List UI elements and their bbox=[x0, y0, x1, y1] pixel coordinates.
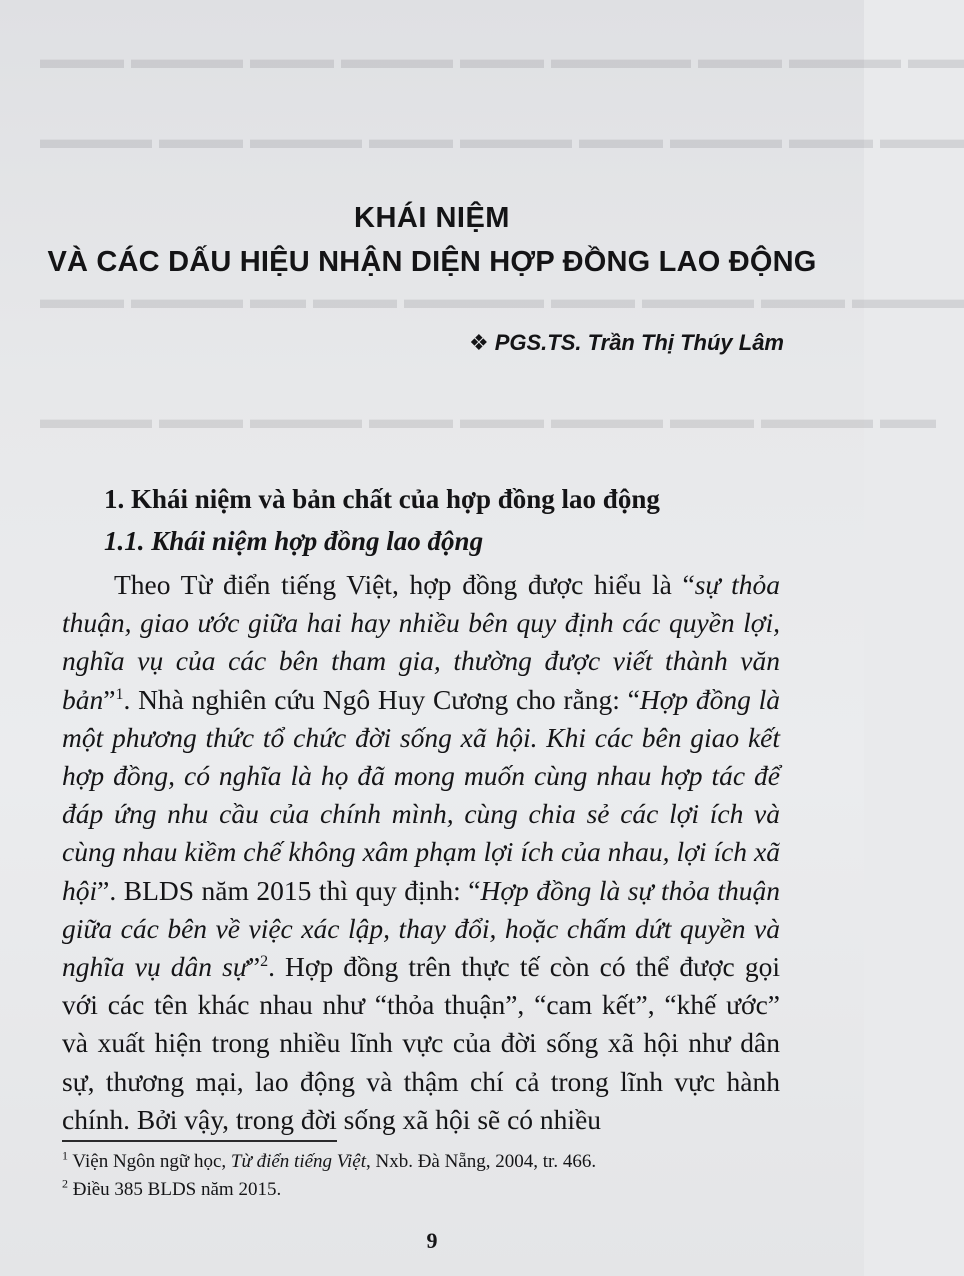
bleed-through-texture: ▬▬▬▬ ▬▬▬ ▬▬▬▬ ▬▬▬ ▬▬▬ ▬▬▬▬ ▬▬▬ ▬▬▬▬ ▬▬ bbox=[40, 404, 936, 435]
quote-dictionary: sự thỏa thuận, giao ước giữa hai hay nhiều bên quy định các quyền lợi, nghĩa vụ của các bên tham gia, thường được viết thành văn bản bbox=[62, 569, 781, 715]
footnote-text: , Nxb. Đà Nẵng, 2004, tr. 466. bbox=[365, 1151, 597, 1172]
diamond-bullet-icon: ❖ bbox=[468, 330, 489, 355]
text-run: ”. BLDS năm 2015 thì quy định: “ bbox=[97, 874, 481, 906]
footnote-divider bbox=[62, 1140, 337, 1142]
bleed-through-texture: ▬▬▬▬ ▬▬▬ ▬▬▬▬ ▬▬▬ ▬▬▬▬ ▬▬▬ ▬▬▬▬ ▬▬▬ ▬▬▬ bbox=[40, 124, 964, 155]
footnote-book-title: Từ điển tiếng Việt bbox=[230, 1151, 366, 1172]
chapter-heading bbox=[0, 198, 864, 282]
footnote-text: Điều 385 BLDS năm 2015. bbox=[68, 1179, 282, 1200]
footnote-number: 1 bbox=[62, 1148, 68, 1163]
text-run: ” bbox=[103, 683, 116, 715]
author-line bbox=[469, 330, 784, 356]
footnote-number: 2 bbox=[62, 1176, 68, 1191]
quote-blds-2015: Hợp đồng là sự thỏa thuận giữa các bên về việc xác lập, thay đổi, hoặc chấm dứt quyền và nghĩa vụ dân sự bbox=[62, 874, 780, 983]
bleed-through-texture: ▬▬▬ ▬▬▬▬ ▬▬ ▬▬▬ ▬▬▬▬▬ ▬▬▬ ▬▬▬▬ ▬▬▬ ▬▬▬▬ bbox=[40, 284, 964, 315]
text-run: ” bbox=[247, 951, 261, 983]
footnotes bbox=[62, 1148, 822, 1204]
bleed-through-texture: ▬▬▬ ▬▬▬▬ ▬▬▬ ▬▬▬▬ ▬▬▬ ▬▬▬▬▬ ▬▬▬ ▬▬▬▬ ▬▬ bbox=[40, 44, 964, 75]
text-run: . Hợp đồng trên thực tế còn có thể được gọi với các tên khác nhau như “thỏa thuận”, “cam kết”, “khế ước” và xuất hiện trong nhiều lĩnh vực của đời sống xã hội như dân sự, thương mại, lao động và thậm chí cả trong lĩnh vực hành chính. Bởi vậy, trong đời sống xã hội sẽ có nhiều bbox=[62, 951, 781, 1135]
chapter-heading-line1: KHÁI NIỆM bbox=[354, 202, 510, 234]
footnote-1 bbox=[62, 1148, 822, 1176]
subsection-title: 1.1. Khái niệm hợp đồng lao động bbox=[104, 526, 484, 556]
page-number: 9 bbox=[426, 1228, 438, 1253]
chapter-heading-line2: VÀ CÁC DẤU HIỆU NHẬN DIỆN HỢP ĐỒNG LAO ĐỘNG bbox=[47, 246, 817, 278]
footnote-2 bbox=[62, 1176, 822, 1204]
footnote-ref-1: 1 bbox=[115, 685, 124, 703]
text-run: . Nhà nghiên cứu Ngô Huy Cương cho rằng: “ bbox=[123, 683, 640, 715]
footnote-ref-2: 2 bbox=[260, 952, 269, 970]
body-paragraph bbox=[62, 566, 780, 1139]
author-name: PGS.TS. Trần Thị Thúy Lâm bbox=[494, 330, 784, 355]
quote-ngo-huy-cuong: Hợp đồng là một phương thức tổ chức đời sống xã hội. Khi các bên giao kết hợp đồng, có nghĩa là họ đã mong muốn cùng nhau hợp tác để đáp ứng nhu cầu của chính mình, cùng chia sẻ các lợi ích và cùng nhau kiềm chế không xâm phạm lợi ích của nhau, lợi ích xã hội bbox=[62, 683, 780, 906]
section-title: 1. Khái niệm và bản chất của hợp đồng lao động bbox=[104, 484, 660, 514]
footnote-text: Viện Ngôn ngữ học, bbox=[68, 1151, 231, 1172]
text-run: Theo Từ điển tiếng Việt, hợp đồng được hiểu là “ bbox=[114, 569, 695, 600]
